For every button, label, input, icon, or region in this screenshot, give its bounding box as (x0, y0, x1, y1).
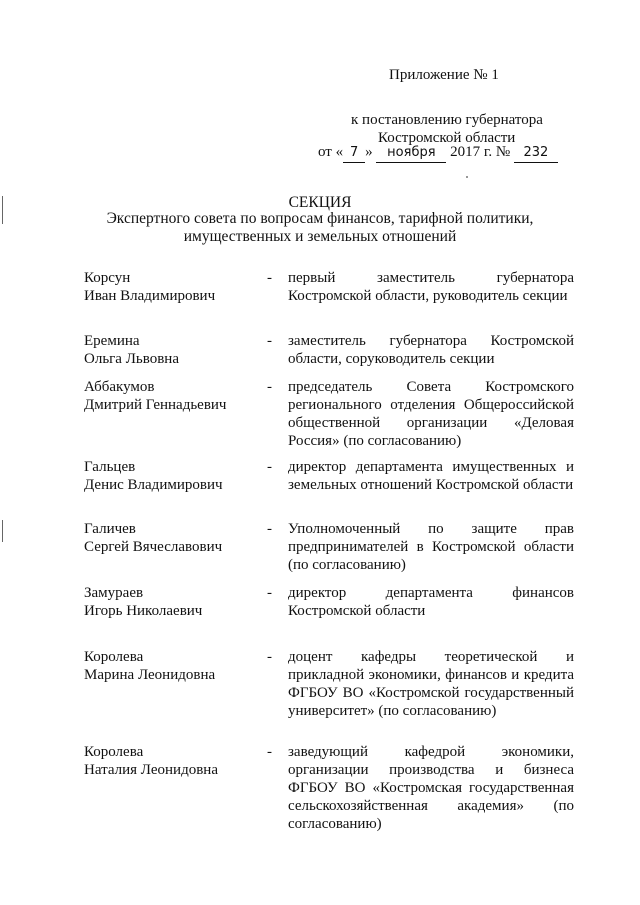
member-dash: - (267, 459, 272, 475)
decree-region: Костромской области (378, 130, 516, 146)
member-name (84, 269, 264, 305)
section-subtitle-line-1: Экспертного совета по вопросам финансов, тарифной политики, (106, 210, 534, 227)
member-name (84, 520, 264, 556)
member-name (84, 648, 264, 684)
section-subtitle-line-2: имущественных и земельных отношений (183, 228, 457, 245)
member-dash: - (267, 333, 272, 349)
member-surname: Замураев (84, 585, 144, 601)
member-name (84, 458, 264, 494)
member-surname: Гальцев (84, 459, 136, 475)
scan-speck (466, 176, 468, 178)
member-given-names: Наталия Леонидовна (84, 762, 218, 778)
member-surname: Еремина (84, 333, 140, 349)
date-mid: » (365, 144, 373, 160)
member-role: заведующий кафедрой экономики, организации производства и бизнеса ФГБОУ ВО «Костромская государственная сельскохозяйственная академия» (по согласованию) (288, 744, 574, 832)
member-name (84, 743, 264, 779)
date-day: 7 (343, 144, 365, 163)
section-title: СЕКЦИЯ (288, 194, 352, 211)
member-given-names: Ольга Львовна (84, 351, 179, 367)
member-name (84, 332, 264, 368)
member-given-names: Сергей Вячеславович (84, 539, 223, 555)
decree-number: 232 (514, 144, 558, 163)
date-month: ноября (376, 144, 446, 163)
appendix-label: Приложение № 1 (389, 67, 499, 83)
member-role: директор департамента финансов Костромской области (288, 585, 574, 619)
member-dash: - (267, 379, 272, 395)
member-given-names: Марина Леонидовна (84, 667, 216, 683)
member-role: председатель Совета Костромского регионального отделения Общероссийской общественной организации «Деловая Россия» (по согласованию) (288, 379, 574, 449)
member-surname: Галичев (84, 521, 136, 537)
member-given-names: Иван Владимирович (84, 288, 216, 304)
member-given-names: Дмитрий Геннадьевич (84, 397, 227, 413)
member-surname: Аббакумов (84, 379, 155, 395)
member-dash: - (267, 270, 272, 286)
member-dash: - (267, 585, 272, 601)
member-role: первый заместитель губернатора Костромской области, руководитель секции (288, 270, 574, 304)
member-surname: Королева (84, 649, 144, 665)
member-given-names: Игорь Николаевич (84, 603, 203, 619)
member-surname: Корсун (84, 270, 131, 286)
member-role: доцент кафедры теоретической и прикладной экономики, финансов и кредита ФГБОУ ВО «Костромской государственный университет» (по согласованию) (288, 649, 574, 719)
member-name (84, 584, 264, 620)
member-dash: - (267, 649, 272, 665)
date-prefix: от « (318, 144, 344, 160)
date-year: 2017 г. № (450, 144, 511, 160)
member-dash: - (267, 521, 272, 537)
member-name (84, 378, 264, 414)
member-role: Уполномоченный по защите прав предпринимателей в Костромской области (по согласованию) (288, 521, 574, 573)
member-surname: Королева (84, 744, 144, 760)
member-role: директор департамента имущественных и земельных отношений Костромской области (288, 459, 574, 493)
member-given-names: Денис Владимирович (84, 477, 223, 493)
decree-date-line (318, 143, 558, 163)
member-role: заместитель губернатора Костромской области, соруководитель секции (288, 333, 574, 367)
decree-reference: к постановлению губернатора (351, 112, 543, 128)
scan-margin-mark (2, 520, 3, 542)
member-dash: - (267, 744, 272, 760)
